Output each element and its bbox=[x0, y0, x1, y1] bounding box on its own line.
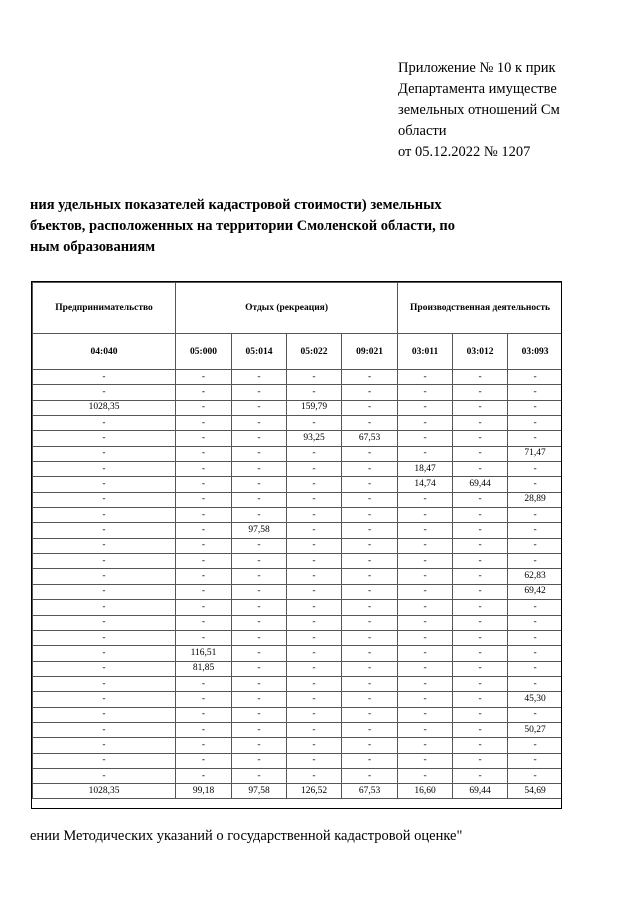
table-cell: - bbox=[398, 768, 453, 783]
table-cell: - bbox=[287, 646, 342, 661]
table-cell: - bbox=[508, 538, 562, 553]
table-cell: - bbox=[33, 692, 176, 707]
table-cell: - bbox=[342, 738, 398, 753]
table-cell: 159,79 bbox=[287, 400, 342, 415]
table-cell: - bbox=[342, 462, 398, 477]
table-cell: - bbox=[176, 492, 232, 507]
table-cell: 18,47 bbox=[398, 462, 453, 477]
table-cell: - bbox=[453, 462, 508, 477]
table-cell: - bbox=[508, 431, 562, 446]
table-cell: - bbox=[33, 600, 176, 615]
table-cell: - bbox=[287, 630, 342, 645]
table-cell: - bbox=[398, 600, 453, 615]
table-cell: - bbox=[33, 370, 176, 385]
table-cell: - bbox=[176, 584, 232, 599]
table-cell: - bbox=[508, 661, 562, 676]
table-cell: - bbox=[342, 753, 398, 768]
table-cell: - bbox=[508, 370, 562, 385]
table-cell: - bbox=[33, 446, 176, 461]
table-row bbox=[33, 370, 563, 385]
table-cell: - bbox=[33, 646, 176, 661]
table-body bbox=[33, 370, 563, 784]
table-cell: - bbox=[287, 508, 342, 523]
table-cell: - bbox=[342, 492, 398, 507]
appendix-line: области bbox=[398, 123, 447, 139]
table-cell: - bbox=[287, 385, 342, 400]
title-line: ным образованиям bbox=[30, 239, 156, 255]
document-title bbox=[30, 195, 640, 258]
table-cell: - bbox=[33, 569, 176, 584]
table-cell: - bbox=[398, 508, 453, 523]
table-cell: - bbox=[33, 738, 176, 753]
table-cell: - bbox=[287, 600, 342, 615]
table-cell: - bbox=[453, 630, 508, 645]
table-row bbox=[33, 646, 563, 661]
table-cell: - bbox=[176, 707, 232, 722]
table-cell: - bbox=[453, 707, 508, 722]
table-cell: - bbox=[287, 738, 342, 753]
table-row bbox=[33, 462, 563, 477]
code-header: 05:022 bbox=[287, 334, 342, 370]
table-row bbox=[33, 768, 563, 783]
table-cell: - bbox=[398, 538, 453, 553]
table-cell: - bbox=[342, 446, 398, 461]
table-cell: - bbox=[508, 630, 562, 645]
table-cell: - bbox=[287, 538, 342, 553]
table-cell: - bbox=[232, 753, 287, 768]
table-cell: - bbox=[33, 416, 176, 431]
table-cell: 81,85 bbox=[176, 661, 232, 676]
code-header: 04:040 bbox=[33, 334, 176, 370]
table-row bbox=[33, 661, 563, 676]
table-cell: - bbox=[342, 600, 398, 615]
total-cell: 1028,35 bbox=[33, 784, 176, 799]
table-cell: - bbox=[453, 584, 508, 599]
table-cell: - bbox=[453, 646, 508, 661]
table-cell: - bbox=[176, 692, 232, 707]
table-cell: - bbox=[342, 646, 398, 661]
table-cell: - bbox=[342, 538, 398, 553]
table-cell: - bbox=[342, 416, 398, 431]
table-cell: - bbox=[453, 538, 508, 553]
table-cell: - bbox=[508, 416, 562, 431]
table-cell: - bbox=[287, 569, 342, 584]
table-cell: - bbox=[176, 676, 232, 691]
table-cell: - bbox=[287, 477, 342, 492]
total-cell: 97,58 bbox=[232, 784, 287, 799]
table-cell: - bbox=[33, 661, 176, 676]
table-cell: - bbox=[453, 400, 508, 415]
table-cell: - bbox=[176, 431, 232, 446]
table-cell: - bbox=[453, 722, 508, 737]
table-row bbox=[33, 615, 563, 630]
table-cell: - bbox=[508, 615, 562, 630]
table-cell: - bbox=[33, 707, 176, 722]
table-cell: - bbox=[508, 385, 562, 400]
table-cell: - bbox=[508, 462, 562, 477]
table-row bbox=[33, 753, 563, 768]
table-cell: - bbox=[33, 584, 176, 599]
table-cell: - bbox=[33, 477, 176, 492]
table-cell: - bbox=[342, 569, 398, 584]
table-row bbox=[33, 446, 563, 461]
table-cell: - bbox=[176, 569, 232, 584]
table-cell: - bbox=[33, 508, 176, 523]
total-cell: 69,44 bbox=[453, 784, 508, 799]
table-cell: - bbox=[398, 554, 453, 569]
table-cell: - bbox=[176, 523, 232, 538]
table-cell: - bbox=[287, 584, 342, 599]
table-cell: - bbox=[453, 661, 508, 676]
table-cell: - bbox=[508, 600, 562, 615]
table-cell: - bbox=[508, 508, 562, 523]
table-cell: - bbox=[287, 722, 342, 737]
table-cell: - bbox=[398, 738, 453, 753]
table-cell: - bbox=[232, 738, 287, 753]
footer-text: ении Методических указаний о государственной кадастровой оценке" bbox=[30, 828, 463, 844]
table-cell: - bbox=[508, 477, 562, 492]
table-row bbox=[33, 400, 563, 415]
table-row bbox=[33, 477, 563, 492]
cadastral-value-table bbox=[31, 281, 562, 809]
table-cell: - bbox=[176, 385, 232, 400]
table-cell: - bbox=[232, 462, 287, 477]
table-cell: - bbox=[232, 615, 287, 630]
table-row bbox=[33, 569, 563, 584]
table-cell: - bbox=[508, 676, 562, 691]
table-cell: - bbox=[453, 508, 508, 523]
table-cell: - bbox=[342, 661, 398, 676]
table-cell: - bbox=[176, 615, 232, 630]
table-cell: 116,51 bbox=[176, 646, 232, 661]
table-cell: 14,74 bbox=[398, 477, 453, 492]
table-cell: - bbox=[453, 600, 508, 615]
table-cell: - bbox=[287, 492, 342, 507]
table-cell: - bbox=[287, 707, 342, 722]
table-cell: - bbox=[398, 416, 453, 431]
table-cell: - bbox=[287, 370, 342, 385]
table-row bbox=[33, 385, 563, 400]
table-cell: - bbox=[342, 722, 398, 737]
table-cell: - bbox=[508, 400, 562, 415]
total-cell: 126,52 bbox=[287, 784, 342, 799]
table-cell: - bbox=[232, 584, 287, 599]
table-cell: - bbox=[287, 692, 342, 707]
table-cell: - bbox=[342, 676, 398, 691]
table-cell: - bbox=[398, 569, 453, 584]
table-cell: - bbox=[342, 477, 398, 492]
table-cell: - bbox=[453, 446, 508, 461]
table-cell: - bbox=[508, 646, 562, 661]
table-cell: - bbox=[342, 584, 398, 599]
table-row bbox=[33, 738, 563, 753]
table-cell: - bbox=[342, 523, 398, 538]
table-cell: - bbox=[176, 538, 232, 553]
table-cell: - bbox=[398, 722, 453, 737]
table-cell: - bbox=[176, 738, 232, 753]
appendix-line: от 05.12.2022 № 1207 bbox=[398, 144, 531, 160]
table-row bbox=[33, 431, 563, 446]
table-cell: - bbox=[232, 385, 287, 400]
table-cell: - bbox=[287, 554, 342, 569]
table-cell: - bbox=[232, 370, 287, 385]
table-cell: - bbox=[508, 738, 562, 753]
table-cell: - bbox=[33, 431, 176, 446]
table-cell: - bbox=[176, 768, 232, 783]
table-cell: 45,30 bbox=[508, 692, 562, 707]
table-cell: - bbox=[232, 569, 287, 584]
table-cell: - bbox=[232, 416, 287, 431]
table-row bbox=[33, 554, 563, 569]
table-row bbox=[33, 492, 563, 507]
table-cell: - bbox=[287, 615, 342, 630]
table-cell: - bbox=[176, 630, 232, 645]
table-row bbox=[33, 508, 563, 523]
table-cell: - bbox=[33, 615, 176, 630]
totals-row bbox=[33, 784, 563, 799]
table-cell: - bbox=[232, 431, 287, 446]
table-row bbox=[33, 692, 563, 707]
table-cell: - bbox=[342, 554, 398, 569]
table-cell: - bbox=[176, 554, 232, 569]
table-cell: - bbox=[453, 416, 508, 431]
total-cell: 54,69 bbox=[508, 784, 562, 799]
table-cell: - bbox=[453, 370, 508, 385]
table-row bbox=[33, 707, 563, 722]
table-cell: - bbox=[398, 661, 453, 676]
values-table bbox=[32, 282, 562, 799]
table-cell: - bbox=[33, 492, 176, 507]
table-row bbox=[33, 584, 563, 599]
table-row bbox=[33, 600, 563, 615]
table-cell: - bbox=[398, 523, 453, 538]
code-header: 03:012 bbox=[453, 334, 508, 370]
table-cell: - bbox=[33, 385, 176, 400]
table-cell: 28,89 bbox=[508, 492, 562, 507]
title-line: ния удельных показателей кадастровой стоимости) земельных bbox=[30, 197, 442, 213]
table-cell: - bbox=[398, 492, 453, 507]
table-cell: - bbox=[176, 753, 232, 768]
table-cell: - bbox=[232, 661, 287, 676]
table-cell: - bbox=[453, 615, 508, 630]
table-cell: 69,42 bbox=[508, 584, 562, 599]
table-cell: - bbox=[232, 646, 287, 661]
table-row bbox=[33, 630, 563, 645]
table-cell: - bbox=[398, 584, 453, 599]
table-cell: - bbox=[508, 768, 562, 783]
table-cell: 69,44 bbox=[453, 477, 508, 492]
table-cell: - bbox=[453, 768, 508, 783]
table-cell: - bbox=[287, 462, 342, 477]
table-cell: - bbox=[287, 676, 342, 691]
table-cell: - bbox=[33, 722, 176, 737]
table-cell: - bbox=[508, 707, 562, 722]
table-cell: - bbox=[398, 615, 453, 630]
table-cell: - bbox=[453, 738, 508, 753]
code-header: 05:014 bbox=[232, 334, 287, 370]
table-cell: - bbox=[232, 707, 287, 722]
table-cell: - bbox=[232, 768, 287, 783]
table-cell: - bbox=[453, 692, 508, 707]
table-cell: - bbox=[232, 492, 287, 507]
table-cell: - bbox=[342, 615, 398, 630]
table-cell: 67,53 bbox=[342, 431, 398, 446]
table-cell: - bbox=[33, 676, 176, 691]
appendix-line: Департамента имуществе bbox=[398, 81, 557, 97]
table-cell: - bbox=[232, 538, 287, 553]
table-cell: - bbox=[232, 508, 287, 523]
table-cell: - bbox=[176, 477, 232, 492]
table-cell: 50,27 bbox=[508, 722, 562, 737]
table-cell: - bbox=[342, 508, 398, 523]
table-cell: - bbox=[508, 753, 562, 768]
table-cell: - bbox=[342, 692, 398, 707]
table-cell: - bbox=[453, 554, 508, 569]
code-header-row bbox=[33, 334, 563, 370]
table-cell: - bbox=[398, 676, 453, 691]
table-cell: 1028,35 bbox=[33, 400, 176, 415]
total-cell: 67,53 bbox=[342, 784, 398, 799]
group-header-entrepreneurship: Предпринимательство bbox=[33, 283, 176, 334]
code-header: 03:093 bbox=[508, 334, 562, 370]
table-cell: - bbox=[33, 554, 176, 569]
table-cell: - bbox=[342, 707, 398, 722]
table-cell: - bbox=[33, 538, 176, 553]
table-cell: - bbox=[398, 370, 453, 385]
group-header-recreation: Отдых (рекреация) bbox=[176, 283, 398, 334]
table-cell: - bbox=[287, 753, 342, 768]
table-cell: 93,25 bbox=[287, 431, 342, 446]
table-cell: - bbox=[33, 753, 176, 768]
table-cell: - bbox=[33, 523, 176, 538]
table-cell: 97,58 bbox=[232, 523, 287, 538]
table-cell: - bbox=[453, 523, 508, 538]
table-cell: - bbox=[453, 385, 508, 400]
table-cell: - bbox=[232, 554, 287, 569]
table-cell: - bbox=[176, 446, 232, 461]
table-cell: - bbox=[176, 416, 232, 431]
table-cell: - bbox=[176, 400, 232, 415]
table-cell: - bbox=[398, 753, 453, 768]
table-cell: - bbox=[232, 446, 287, 461]
appendix-line: земельных отношений См bbox=[398, 102, 560, 118]
table-cell: - bbox=[232, 600, 287, 615]
table-cell: - bbox=[287, 661, 342, 676]
table-cell: - bbox=[232, 630, 287, 645]
total-cell: 16,60 bbox=[398, 784, 453, 799]
table-cell: - bbox=[453, 569, 508, 584]
table-cell: - bbox=[342, 768, 398, 783]
table-cell: - bbox=[508, 523, 562, 538]
group-header-production: Производственная деятельность bbox=[398, 283, 562, 334]
table-cell: - bbox=[287, 768, 342, 783]
table-cell: - bbox=[287, 446, 342, 461]
table-cell: - bbox=[342, 630, 398, 645]
table-cell: - bbox=[398, 446, 453, 461]
table-cell: - bbox=[232, 722, 287, 737]
table-cell: - bbox=[398, 385, 453, 400]
table-cell: - bbox=[508, 554, 562, 569]
table-cell: 71,47 bbox=[508, 446, 562, 461]
table-cell: - bbox=[398, 431, 453, 446]
table-row bbox=[33, 538, 563, 553]
code-header: 09:021 bbox=[342, 334, 398, 370]
table-cell: - bbox=[453, 753, 508, 768]
table-cell: - bbox=[232, 477, 287, 492]
table-row bbox=[33, 416, 563, 431]
table-cell: - bbox=[232, 400, 287, 415]
table-row bbox=[33, 676, 563, 691]
code-header: 05:000 bbox=[176, 334, 232, 370]
table-cell: - bbox=[176, 370, 232, 385]
table-cell: - bbox=[453, 676, 508, 691]
table-cell: 62,83 bbox=[508, 569, 562, 584]
table-cell: - bbox=[232, 692, 287, 707]
table-row bbox=[33, 722, 563, 737]
table-cell: - bbox=[342, 385, 398, 400]
table-row bbox=[33, 523, 563, 538]
total-cell: 99,18 bbox=[176, 784, 232, 799]
table-cell: - bbox=[398, 707, 453, 722]
group-header-row bbox=[33, 283, 563, 334]
table-cell: - bbox=[342, 370, 398, 385]
table-cell: - bbox=[33, 462, 176, 477]
table-cell: - bbox=[176, 722, 232, 737]
table-cell: - bbox=[453, 431, 508, 446]
code-header: 03:011 bbox=[398, 334, 453, 370]
table-cell: - bbox=[398, 692, 453, 707]
table-cell: - bbox=[453, 492, 508, 507]
table-cell: - bbox=[33, 768, 176, 783]
appendix-line: Приложение № 10 к прик bbox=[398, 60, 556, 76]
table-cell: - bbox=[287, 523, 342, 538]
appendix-block bbox=[398, 58, 640, 163]
table-cell: - bbox=[287, 416, 342, 431]
table-cell: - bbox=[176, 508, 232, 523]
table-cell: - bbox=[398, 630, 453, 645]
title-line: бъектов, расположенных на территории Смоленской области, по bbox=[30, 218, 455, 234]
table-cell: - bbox=[176, 462, 232, 477]
table-cell: - bbox=[398, 646, 453, 661]
table-cell: - bbox=[398, 400, 453, 415]
table-cell: - bbox=[176, 600, 232, 615]
table-cell: - bbox=[342, 400, 398, 415]
table-cell: - bbox=[33, 630, 176, 645]
table-cell: - bbox=[232, 676, 287, 691]
